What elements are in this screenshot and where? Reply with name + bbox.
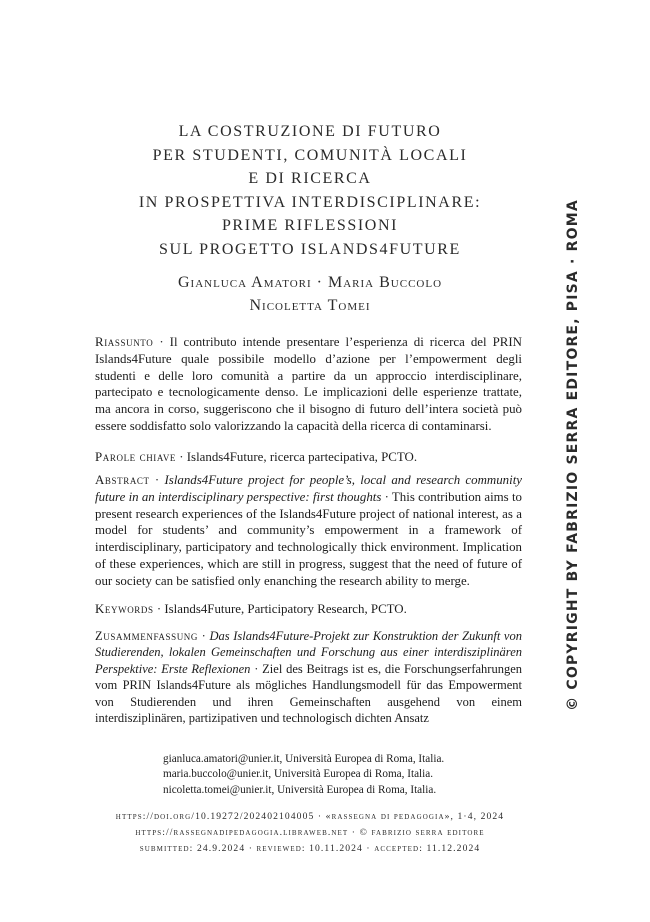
parole-chiave-paragraph: [95, 449, 522, 466]
affiliation-line: nicoletta.tomei@unier.it, Università Europea di Roma, Italia.: [163, 783, 437, 796]
riassunto-label: Riassunto: [95, 335, 154, 349]
parole-chiave-label: Parole chiave: [95, 450, 177, 464]
abstract-paragraph: Abstract · Islands4Future project for people’s, local and research community future in an interdisciplinary perspective: first thoughts · This contribution aims to present research experiences of the Islands4Future project of national interest, as a model for students’ and community’s empowerment in a framework of interdisciplinary, participatory and technologically thick environment. Implication of these experiences, which are still in progress, suggest that the need of future of our society can be satisfied only enanching the research ability to merge.: [95, 473, 522, 588]
abstract-label: Abstract: [95, 473, 150, 487]
submission-dates-line: submitted: 24.9.2024 · reviewed: 10.11.2024 · accepted: 11.12.2024: [139, 843, 481, 854]
title-line: PER STUDENTI, COMUNITÀ LOCALI: [152, 146, 468, 164]
zusammenfassung-label: Zusammenfassung: [95, 629, 198, 643]
affiliation-line: maria.buccolo@unier.it, Università Europea di Roma, Italia.: [163, 768, 434, 781]
riassunto-paragraph: [95, 334, 522, 435]
copyright-notice: [556, 199, 590, 711]
riassunto-text: · Il contributo intende presentare l’esperienza di ricerca del PRIN Islands4Future quale possibile modello d’azione per l’empowerment degli studenti e delle loro comunità a partire da un approccio interdisciplinare, partecipato e tecnologicamente denso. Le implicazioni delle esperienze trattate, ma ancora in corso, suggeriscono che il bisogno di futuro dell’intera società può essere soddisfatto solo valorizzando la capacità della ricerca di contaminarsi.: [95, 335, 522, 433]
title-line: IN PROSPETTIVA INTERDISCIPLINARE:: [138, 193, 482, 211]
title-line: SUL PROGETTO ISLANDS4FUTURE: [159, 240, 461, 258]
abstract-text: This contribution aims to present research experiences of the Islands4Future project of national interest, as a model for students’ and community’s empowerment in a framework of interdisciplinary, participatory and technologically thick environment. Implication of these experiences, which are still in progress, suggest that the need of future of our society can be satisfied only enanching the research ability to merge.: [95, 489, 522, 588]
zusammenfassung-text: Ziel des Beitrags ist es, die Forschungserfahrungen vom PRIN Islands4Future als mögliches Handlungsmodell für das Empowerment von Studierenden und ihren Gemeinschaften ausgehend von einem interdisziplinären, partizipativen und technologisch dichten Ansatz: [95, 661, 522, 726]
authors-line-2: Nicoletta Tomei: [249, 297, 371, 314]
doi-line: https://doi.org/10.19272/202402104005 · «rassegna di pedagogia», 1·4, 2024: [115, 811, 505, 822]
zusammenfassung-paragraph: Zusammenfassung · Das Islands4Future-Projekt zur Konstruktion der Zukunft von Studierenden, lokalen Gemeinschaften und Forschung aus einer interdisziplinären Perspektive: Erste Reflexionen · Ziel des Beitrags ist es, die Forschungserfahrungen vom PRIN Islands4Future als mögliches Handlungsmodell für das Empowerment von Studierenden und ihren Gemeinschaften ausgehend von einem interdisziplinären, partizipativen und technologisch dichten Ansatz: [95, 629, 522, 726]
article-title: [90, 120, 530, 261]
abstract-title: Islands4Future project for people’s, local and research community future in an interdisciplinary perspective: first thoughts: [95, 473, 522, 504]
affiliation-line: gianluca.amatori@unier.it, Università Europea di Roma, Italia.: [163, 753, 445, 765]
title-line: LA COSTRUZIONE DI FUTURO: [178, 123, 442, 140]
copyright-text: © COPYRIGHT BY FABRIZIO SERRA EDITORE, PISA · ROMA: [565, 199, 581, 711]
title-line: PRIME RIFLESSIONI: [221, 217, 399, 234]
authors-line-1: Gianluca Amatori · Maria Buccolo: [177, 274, 443, 291]
journal-site-line: https://rassegnadipedagogia.libraweb.net · © fabrizio serra editore: [135, 827, 485, 838]
title-line: E DI RICERCA: [248, 170, 372, 187]
keywords-paragraph: [95, 601, 522, 618]
author-list: [90, 271, 530, 317]
keywords-label: Keywords: [95, 602, 154, 616]
parole-chiave-text: · Islands4Future, ricerca partecipativa, PCTO.: [176, 450, 418, 464]
keywords-text: · Islands4Future, Participatory Research, PCTO.: [153, 602, 407, 616]
zusammenfassung-title: Das Islands4Future-Projekt zur Konstruktion der Zukunft von Studierenden, lokalen Gemeinschaften und Forschung aus einer interdisziplinären Perspektive: Erste Reflexionen: [95, 629, 522, 676]
author-affiliations: [163, 752, 493, 798]
